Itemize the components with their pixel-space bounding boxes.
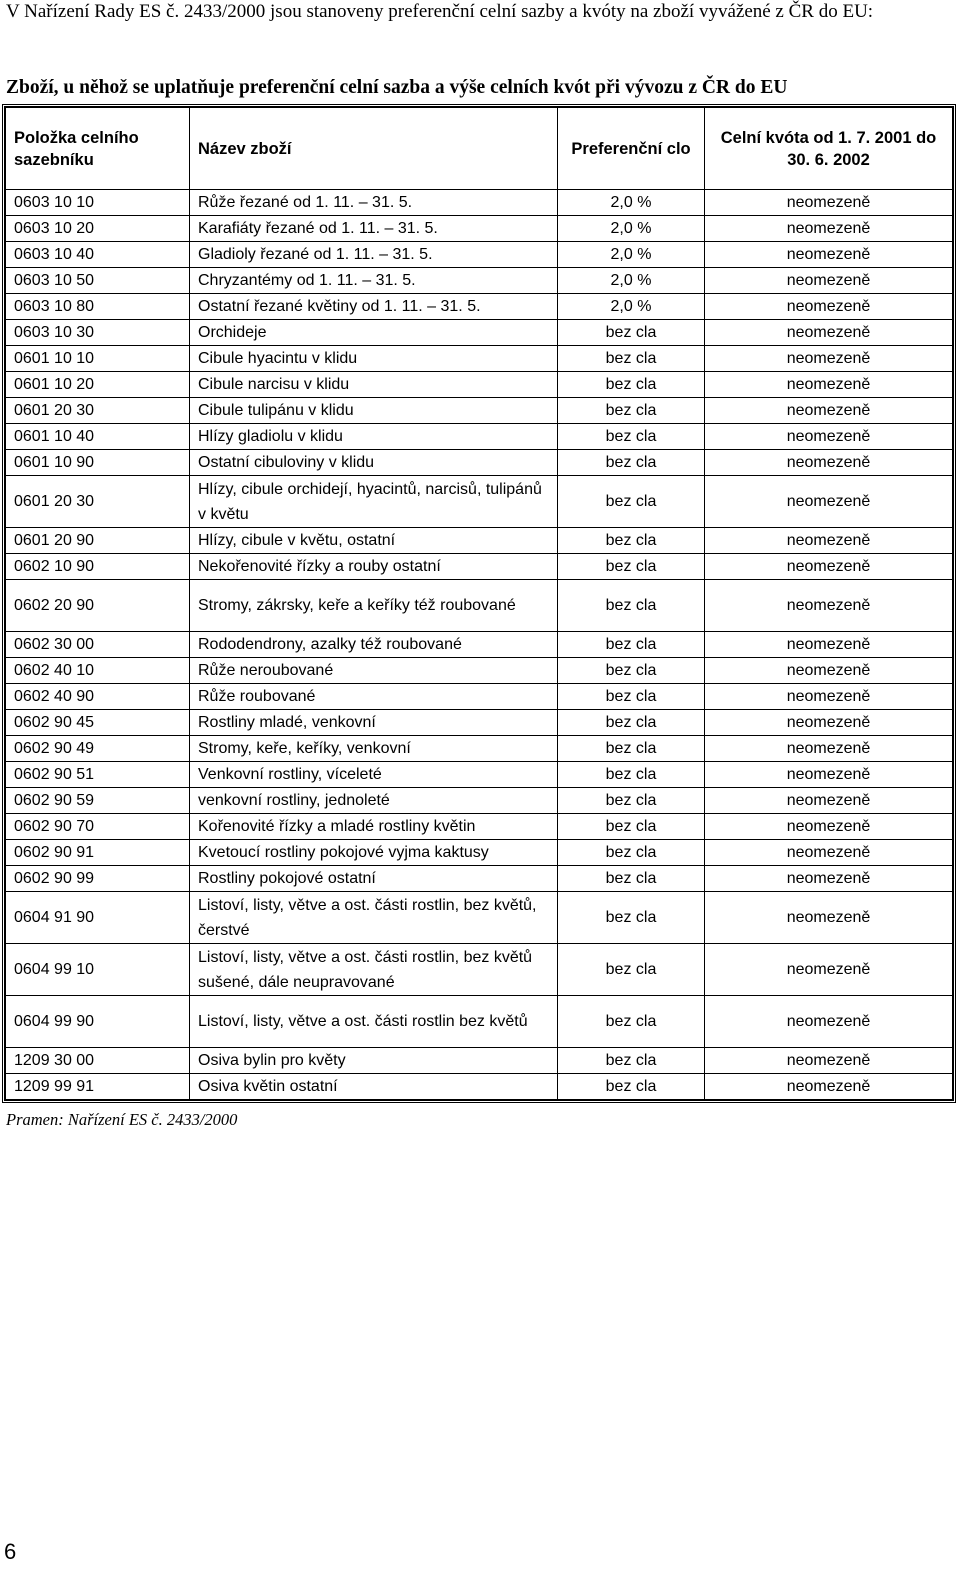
cell-quota: neomezeně	[705, 814, 953, 840]
cell-quota: neomezeně	[705, 996, 953, 1048]
cell-tariff-code: 0602 90 59	[6, 788, 190, 814]
table-heading: Zboží, u něhož se uplatňuje preferenční celní sazba a výše celních kvót při vývozu z ČR do EU	[6, 77, 788, 98]
table-row	[6, 242, 953, 268]
cell-goods-name: Nekořenovité řízky a rouby ostatní	[190, 554, 558, 580]
cell-goods-name: Listoví, listy, větve a ost. části rostlin, bez květů, čerstvé	[190, 892, 558, 944]
cell-tariff-code: 0604 99 90	[6, 996, 190, 1048]
cell-duty: bez cla	[558, 814, 705, 840]
header-tariff-item: Položka celního sazebníku	[6, 108, 190, 190]
tariff-table-frame	[2, 104, 956, 1103]
cell-goods-name: Hlízy, cibule v květu, ostatní	[190, 528, 558, 554]
cell-tariff-code: 0602 90 49	[6, 736, 190, 762]
cell-quota: neomezeně	[705, 866, 953, 892]
cell-duty: bez cla	[558, 476, 705, 528]
cell-goods-name: Kvetoucí rostliny pokojové vyjma kaktusy	[190, 840, 558, 866]
cell-duty: bez cla	[558, 320, 705, 346]
table-row	[6, 450, 953, 476]
cell-quota: neomezeně	[705, 476, 953, 528]
cell-quota: neomezeně	[705, 840, 953, 866]
cell-duty: bez cla	[558, 840, 705, 866]
cell-duty: bez cla	[558, 736, 705, 762]
table-row	[6, 840, 953, 866]
cell-quota: neomezeně	[705, 788, 953, 814]
cell-duty: 2,0 %	[558, 268, 705, 294]
cell-quota: neomezeně	[705, 1074, 953, 1100]
cell-goods-name: Stromy, keře, keříky, venkovní	[190, 736, 558, 762]
cell-duty: bez cla	[558, 762, 705, 788]
cell-goods-name: Ostatní cibuloviny v klidu	[190, 450, 558, 476]
cell-duty: bez cla	[558, 866, 705, 892]
cell-goods-name: Osiva bylin pro květy	[190, 1048, 558, 1074]
cell-tariff-code: 0602 40 90	[6, 684, 190, 710]
header-preferential-duty: Preferenční clo	[558, 108, 705, 190]
table-row	[6, 190, 953, 216]
table-row	[6, 944, 953, 996]
cell-tariff-code: 1209 30 00	[6, 1048, 190, 1074]
cell-quota: neomezeně	[705, 632, 953, 658]
table-row	[6, 1074, 953, 1100]
cell-duty: bez cla	[558, 996, 705, 1048]
cell-duty: bez cla	[558, 788, 705, 814]
cell-tariff-code: 0601 20 30	[6, 476, 190, 528]
cell-quota: neomezeně	[705, 684, 953, 710]
cell-goods-name: Rostliny pokojové ostatní	[190, 866, 558, 892]
cell-quota: neomezeně	[705, 762, 953, 788]
header-quota: Celní kvóta od 1. 7. 2001 do 30. 6. 2002	[705, 108, 953, 190]
cell-duty: bez cla	[558, 632, 705, 658]
table-row	[6, 866, 953, 892]
cell-tariff-code: 0603 10 10	[6, 190, 190, 216]
intro-paragraph: V Nařízení Rady ES č. 2433/2000 jsou stanoveny preferenční celní sazby a kvóty na zboží vyvážené z ČR do EU:	[6, 1, 874, 22]
cell-duty: bez cla	[558, 892, 705, 944]
cell-duty: bez cla	[558, 372, 705, 398]
cell-quota: neomezeně	[705, 554, 953, 580]
cell-tariff-code: 0602 90 99	[6, 866, 190, 892]
cell-duty: bez cla	[558, 658, 705, 684]
table-row	[6, 684, 953, 710]
table-row	[6, 710, 953, 736]
cell-duty: bez cla	[558, 1074, 705, 1100]
table-row	[6, 814, 953, 840]
table-row	[6, 372, 953, 398]
cell-quota: neomezeně	[705, 294, 953, 320]
cell-duty: bez cla	[558, 528, 705, 554]
cell-quota: neomezeně	[705, 528, 953, 554]
cell-goods-name: Hlízy, cibule orchidejí, hyacintů, narcisů, tulipánů v květu	[190, 476, 558, 528]
cell-goods-name: Růže roubované	[190, 684, 558, 710]
table-row	[6, 736, 953, 762]
cell-duty: 2,0 %	[558, 294, 705, 320]
cell-quota: neomezeně	[705, 398, 953, 424]
cell-duty: bez cla	[558, 554, 705, 580]
cell-tariff-code: 0603 10 30	[6, 320, 190, 346]
table-row	[6, 788, 953, 814]
cell-tariff-code: 0604 99 10	[6, 944, 190, 996]
cell-tariff-code: 0602 90 91	[6, 840, 190, 866]
source-note: Pramen: Nařízení ES č. 2433/2000	[6, 1110, 238, 1129]
table-row	[6, 632, 953, 658]
cell-tariff-code: 0602 90 51	[6, 762, 190, 788]
cell-duty: bez cla	[558, 398, 705, 424]
cell-goods-name: Rostliny mladé, venkovní	[190, 710, 558, 736]
cell-goods-name: Chryzantémy od 1. 11. – 31. 5.	[190, 268, 558, 294]
page-number: 6	[4, 1539, 17, 1564]
cell-tariff-code: 0601 10 90	[6, 450, 190, 476]
cell-quota: neomezeně	[705, 450, 953, 476]
table-row	[6, 580, 953, 632]
cell-tariff-code: 0603 10 20	[6, 216, 190, 242]
cell-quota: neomezeně	[705, 372, 953, 398]
cell-quota: neomezeně	[705, 580, 953, 632]
cell-tariff-code: 0601 20 90	[6, 528, 190, 554]
table-row	[6, 346, 953, 372]
cell-quota: neomezeně	[705, 216, 953, 242]
cell-goods-name: Kořenovité řízky a mladé rostliny květin	[190, 814, 558, 840]
table-row	[6, 424, 953, 450]
cell-duty: 2,0 %	[558, 216, 705, 242]
cell-duty: 2,0 %	[558, 242, 705, 268]
table-row	[6, 658, 953, 684]
cell-tariff-code: 0602 30 00	[6, 632, 190, 658]
table-row	[6, 294, 953, 320]
cell-quota: neomezeně	[705, 320, 953, 346]
table-row	[6, 476, 953, 528]
cell-quota: neomezeně	[705, 658, 953, 684]
cell-goods-name: Ostatní řezané květiny od 1. 11. – 31. 5.	[190, 294, 558, 320]
cell-tariff-code: 0601 10 10	[6, 346, 190, 372]
table-row	[6, 554, 953, 580]
cell-goods-name: Listoví, listy, větve a ost. části rostlin, bez květů sušené, dále neupravované	[190, 944, 558, 996]
cell-tariff-code: 0601 10 20	[6, 372, 190, 398]
cell-quota: neomezeně	[705, 346, 953, 372]
cell-goods-name: Karafiáty řezané od 1. 11. – 31. 5.	[190, 216, 558, 242]
cell-goods-name: Venkovní rostliny, víceleté	[190, 762, 558, 788]
cell-tariff-code: 0603 10 40	[6, 242, 190, 268]
cell-goods-name: Cibule narcisu v klidu	[190, 372, 558, 398]
cell-quota: neomezeně	[705, 242, 953, 268]
cell-quota: neomezeně	[705, 1048, 953, 1074]
cell-duty: 2,0 %	[558, 190, 705, 216]
table-row	[6, 320, 953, 346]
cell-tariff-code: 0602 40 10	[6, 658, 190, 684]
cell-tariff-code: 0602 90 70	[6, 814, 190, 840]
table-row	[6, 1048, 953, 1074]
cell-tariff-code: 0602 20 90	[6, 580, 190, 632]
table-row	[6, 398, 953, 424]
cell-goods-name: Listoví, listy, větve a ost. části rostlin bez květů	[190, 996, 558, 1048]
cell-tariff-code: 0602 90 45	[6, 710, 190, 736]
cell-tariff-code: 0603 10 50	[6, 268, 190, 294]
cell-goods-name: Cibule hyacintu v klidu	[190, 346, 558, 372]
table-row	[6, 528, 953, 554]
table-row	[6, 996, 953, 1048]
cell-duty: bez cla	[558, 346, 705, 372]
table-body	[6, 190, 953, 1100]
cell-tariff-code: 0602 10 90	[6, 554, 190, 580]
cell-tariff-code: 1209 99 91	[6, 1074, 190, 1100]
table-row	[6, 216, 953, 242]
cell-quota: neomezeně	[705, 424, 953, 450]
cell-quota: neomezeně	[705, 736, 953, 762]
tariff-table	[5, 107, 953, 1100]
cell-quota: neomezeně	[705, 710, 953, 736]
cell-goods-name: Stromy, zákrsky, keře a keříky též roubované	[190, 580, 558, 632]
cell-quota: neomezeně	[705, 944, 953, 996]
cell-goods-name: venkovní rostliny, jednoleté	[190, 788, 558, 814]
cell-tariff-code: 0601 10 40	[6, 424, 190, 450]
cell-goods-name: Osiva květin ostatní	[190, 1074, 558, 1100]
cell-goods-name: Hlízy gladiolu v klidu	[190, 424, 558, 450]
cell-tariff-code: 0603 10 80	[6, 294, 190, 320]
cell-tariff-code: 0604 91 90	[6, 892, 190, 944]
cell-quota: neomezeně	[705, 268, 953, 294]
cell-goods-name: Gladioly řezané od 1. 11. – 31. 5.	[190, 242, 558, 268]
cell-duty: bez cla	[558, 1048, 705, 1074]
cell-quota: neomezeně	[705, 190, 953, 216]
cell-duty: bez cla	[558, 944, 705, 996]
cell-goods-name: Rododendrony, azalky též roubované	[190, 632, 558, 658]
cell-duty: bez cla	[558, 684, 705, 710]
cell-goods-name: Orchideje	[190, 320, 558, 346]
cell-quota: neomezeně	[705, 892, 953, 944]
header-goods-name: Název zboží	[190, 108, 558, 190]
cell-tariff-code: 0601 20 30	[6, 398, 190, 424]
table-row	[6, 762, 953, 788]
cell-duty: bez cla	[558, 424, 705, 450]
cell-duty: bez cla	[558, 450, 705, 476]
table-row	[6, 892, 953, 944]
cell-goods-name: Růže neroubované	[190, 658, 558, 684]
cell-duty: bez cla	[558, 710, 705, 736]
table-row	[6, 268, 953, 294]
table-header-row	[6, 108, 953, 190]
cell-goods-name: Cibule tulipánu v klidu	[190, 398, 558, 424]
cell-duty: bez cla	[558, 580, 705, 632]
cell-goods-name: Růže řezané od 1. 11. – 31. 5.	[190, 190, 558, 216]
